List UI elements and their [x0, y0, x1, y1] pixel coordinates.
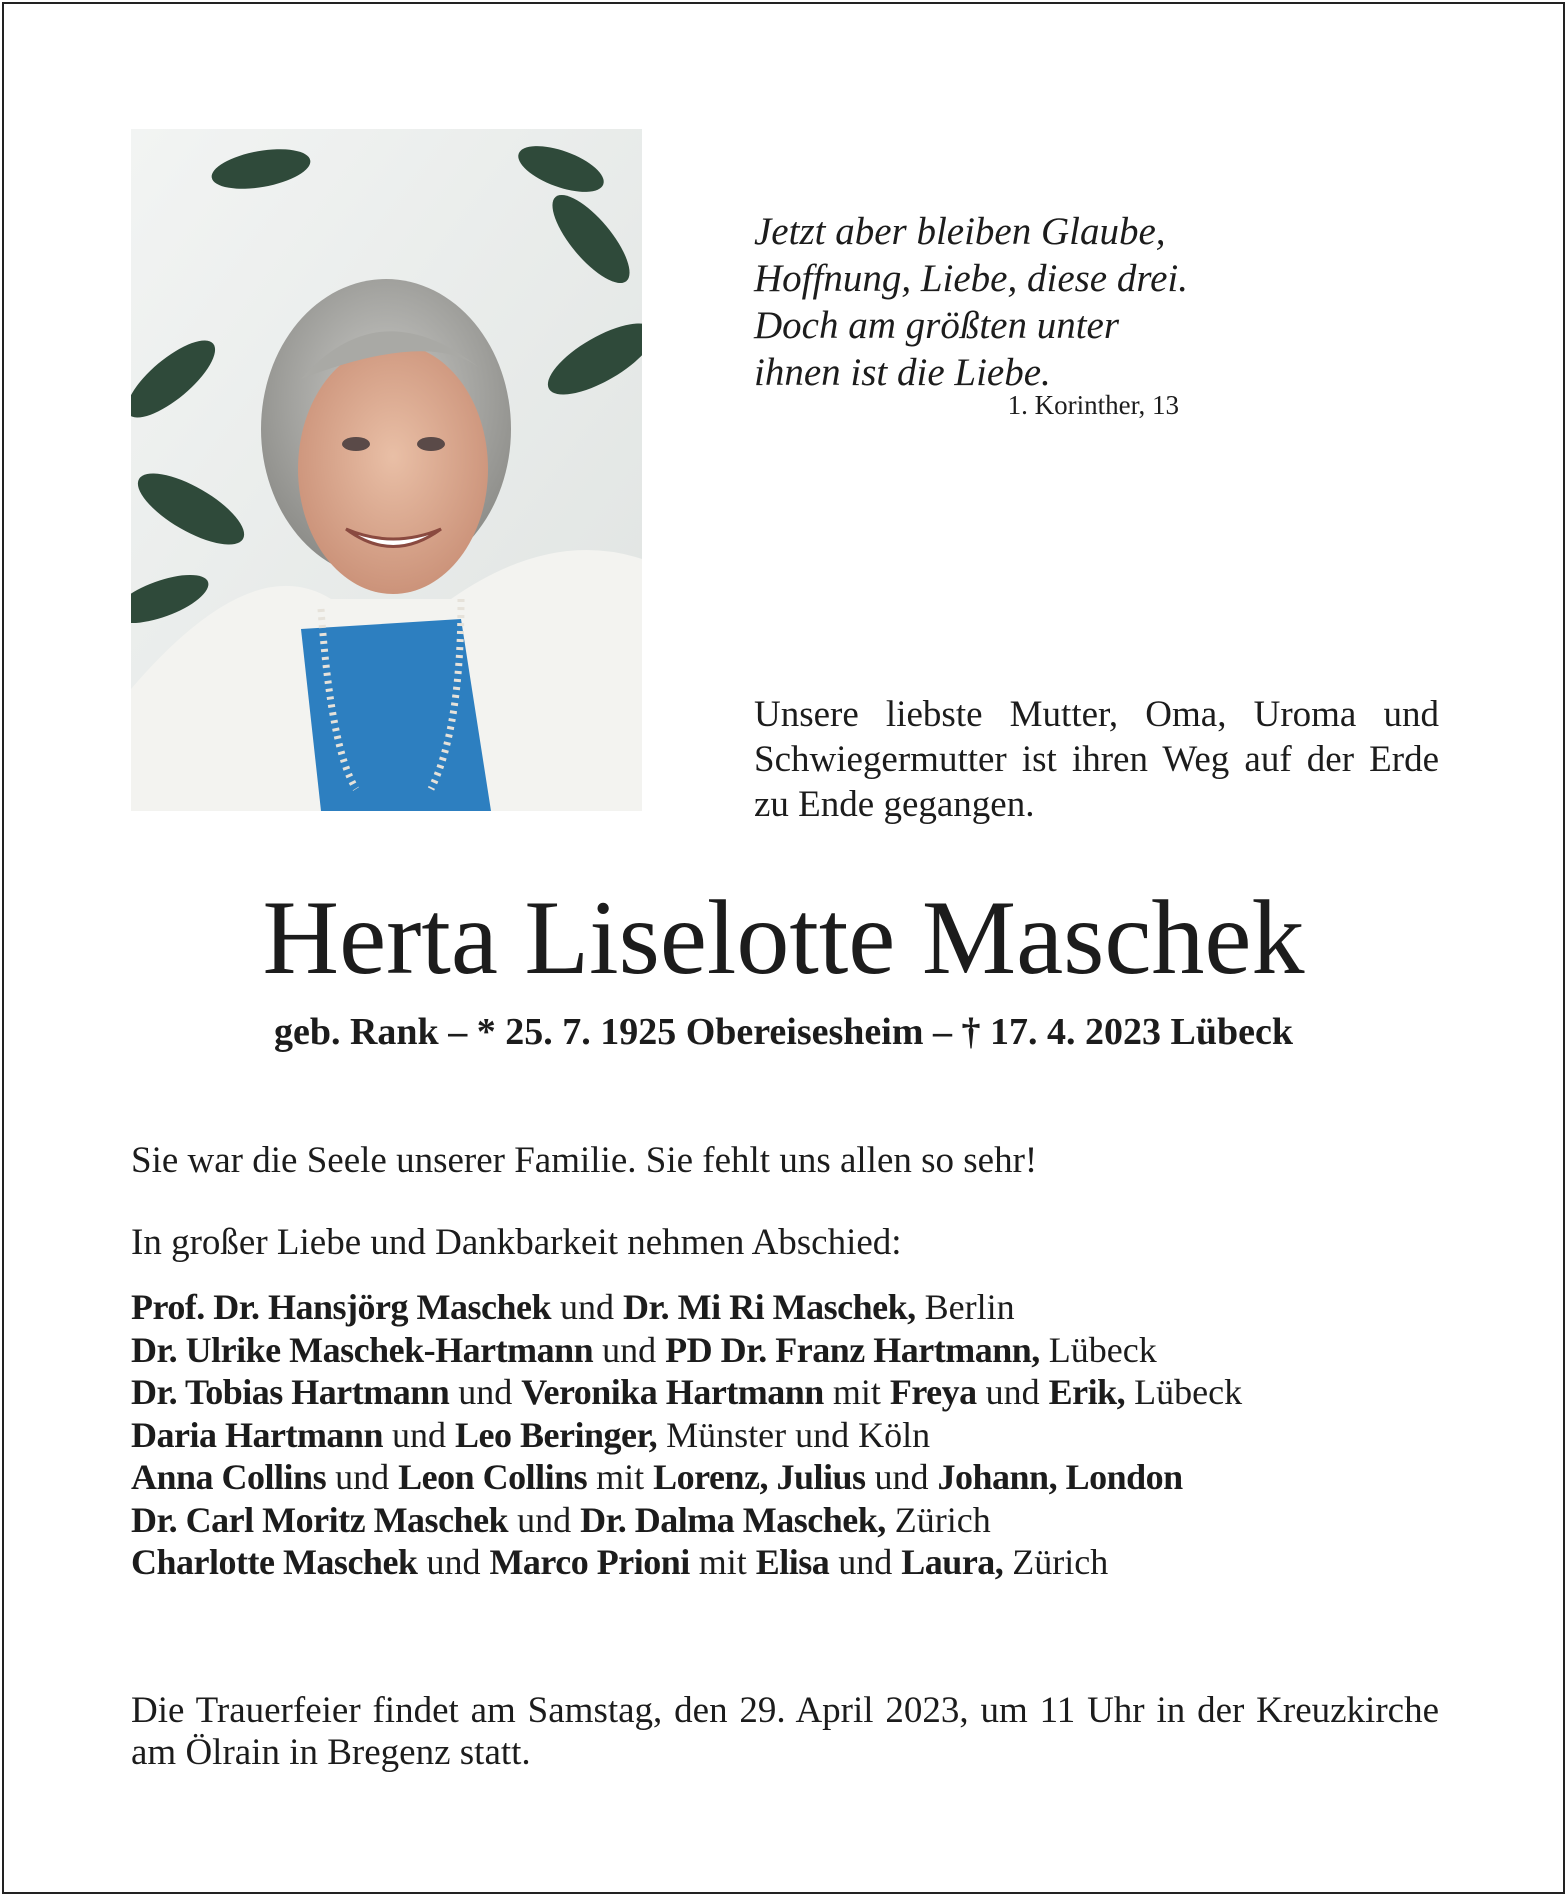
mourner-connector: und: [593, 1329, 666, 1370]
mourner-name: Dr. Carl Moritz Maschek: [131, 1499, 509, 1540]
mourner-name: Dr. Mi Ri Maschek,: [622, 1287, 916, 1327]
mourner-line: [131, 1541, 1242, 1584]
mourner-name: Dr. Ulrike Maschek-Hartmann: [131, 1329, 594, 1370]
quote-line: ihnen ist die Liebe.: [754, 351, 1051, 394]
mourner-line: [131, 1456, 1242, 1499]
mourner-connector: Zürich: [1003, 1542, 1109, 1582]
mourner-name: PD Dr. Franz Hartmann,: [665, 1329, 1040, 1370]
mourner-connector: mit: [689, 1542, 756, 1582]
intro-text: Unsere liebste Mutter, Oma, Uroma und Schwiegermutter ist ihren Weg auf der Erde zu Ende gegangen.: [754, 694, 1439, 825]
mourner-name: Dr. Tobias Hartmann: [131, 1372, 450, 1412]
portrait-photo: [131, 129, 642, 811]
mourner-connector: und: [976, 1372, 1049, 1412]
mourner-name: Charlotte Maschek: [131, 1542, 418, 1582]
mourner-name: Johann, London: [937, 1457, 1183, 1497]
mourner-connector: Lübeck: [1125, 1372, 1243, 1412]
bible-quote: [754, 208, 1188, 396]
mourner-name: Leon Collins: [398, 1457, 588, 1497]
mourner-connector: Lübeck: [1039, 1329, 1157, 1370]
mourner-name: Daria Hartmann: [131, 1414, 383, 1455]
mourner-name: Leo Beringer,: [454, 1414, 658, 1455]
deceased-name: Herta Liselotte Maschek: [262, 879, 1305, 996]
quote-source: 1. Korinther, 13: [1007, 390, 1179, 420]
mourner-connector: und: [865, 1457, 938, 1497]
mourners-list: [131, 1286, 1242, 1584]
quote-line: Doch am größten unter: [754, 304, 1120, 347]
farewell-text: In großer Liebe und Dankbarkeit nehmen Abschied:: [131, 1222, 902, 1263]
mourner-connector: und: [449, 1372, 522, 1412]
mourner-line: [131, 1414, 1242, 1457]
funeral-info: Die Trauerfeier findet am Samstag, den 29. April 2023, um 11 Uhr in der Kreuzkirche am Ölrain in Bregenz statt.: [131, 1690, 1439, 1773]
mourner-name: Prof. Dr. Hansjörg Maschek: [131, 1287, 551, 1327]
mourner-name: Marco Prioni: [489, 1542, 690, 1582]
mourner-name: Laura,: [901, 1542, 1004, 1582]
mourner-connector: Zürich: [885, 1499, 991, 1540]
mourner-name: Freya: [889, 1372, 977, 1412]
mourner-name: Lorenz, Julius: [653, 1457, 866, 1497]
mourner-name: Veronika Hartmann: [521, 1372, 824, 1412]
mourner-connector: und: [829, 1542, 902, 1582]
mourner-connector: Münster und Köln: [657, 1414, 931, 1455]
mourner-line: [131, 1371, 1242, 1414]
mourner-name: Anna Collins: [131, 1457, 327, 1497]
mourner-name: Erik,: [1048, 1372, 1126, 1412]
mourner-connector: und: [550, 1287, 623, 1327]
mourner-line: [131, 1329, 1242, 1372]
mourner-connector: und: [417, 1542, 490, 1582]
mourner-connector: mit: [587, 1457, 654, 1497]
mourner-connector: und: [508, 1499, 581, 1540]
birth-death-dates: geb. Rank – * 25. 7. 1925 Obereisesheim – † 17. 4. 2023 Lübeck: [273, 1011, 1293, 1053]
mourner-name: Elisa: [755, 1542, 830, 1582]
soul-text: Sie war die Seele unserer Familie. Sie fehlt uns allen so sehr!: [131, 1140, 1038, 1181]
mourner-connector: und: [382, 1414, 455, 1455]
mourner-line: [131, 1499, 1242, 1542]
mourner-name: Dr. Dalma Maschek,: [580, 1499, 886, 1540]
mourner-connector: Berlin: [915, 1287, 1015, 1327]
mourner-connector: und: [326, 1457, 399, 1497]
mourner-line: [131, 1286, 1242, 1329]
quote-line: Jetzt aber bleiben Glaube,: [754, 210, 1166, 253]
mourner-connector: mit: [823, 1372, 890, 1412]
quote-line: Hoffnung, Liebe, diese drei.: [754, 257, 1188, 300]
